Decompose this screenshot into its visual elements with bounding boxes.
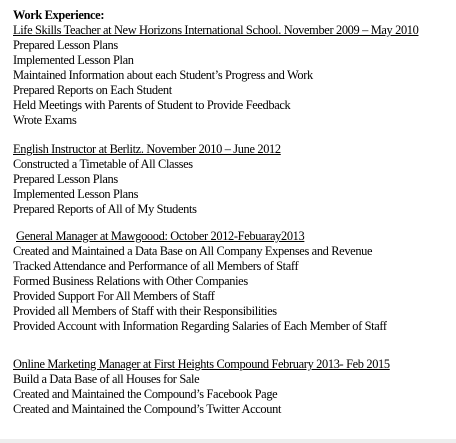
duty-item: Provided all Members of Staff with their Responsibilities [13, 304, 277, 318]
job-entry-4 [13, 357, 453, 417]
duty-item: Maintained Information about each Student’s Progress and Work [13, 68, 313, 82]
duty-item: Created and Maintained the Compound’s Twitter Account [13, 402, 282, 416]
duty-item: Provided Account with Information Regarding Salaries of Each Member of Staff [13, 319, 387, 333]
duty-item: Implemented Lesson Plans [13, 187, 139, 201]
resume-document [13, 8, 453, 417]
job-entry-2 [13, 142, 453, 217]
duty-item: Tracked Attendance and Performance of all Members of Staff [13, 259, 299, 273]
duty-item: Created and Maintained a Data Base on All Company Expenses and Revenue [13, 244, 373, 258]
duty-item: Provided Support For All Members of Staff [13, 289, 215, 303]
duty-item: Prepared Lesson Plans [13, 172, 118, 186]
duty-item: Constructed a Timetable of All Classes [13, 157, 193, 171]
duty-item: Created and Maintained the Compound’s Facebook Page [13, 387, 278, 401]
job-title: Life Skills Teacher at New Horizons International School. November 2009 – May 2010 [13, 23, 419, 37]
job-entry-3 [13, 229, 453, 334]
page-bottom-edge [0, 439, 456, 443]
duty-item: Formed Business Relations with Other Companies [13, 274, 248, 288]
job-title: Online Marketing Manager at First Heights Compound February 2013- Feb 2015 [13, 357, 390, 371]
duty-item: Wrote Exams [13, 113, 77, 127]
duty-item: Held Meetings with Parents of Student to Provide Feedback [13, 98, 291, 112]
duty-item: Prepared Lesson Plans [13, 38, 118, 52]
job-entry-1 [13, 23, 453, 128]
job-title: English Instructor at Berlitz. November 2010 – June 2012 [13, 142, 281, 156]
duty-item: Prepared Reports of All of My Students [13, 202, 197, 216]
duty-item: Implemented Lesson Plan [13, 53, 134, 67]
section-heading: Work Experience: [13, 8, 105, 22]
duty-item: Build a Data Base of all Houses for Sale [13, 372, 200, 386]
duty-item: Prepared Reports on Each Student [13, 83, 172, 97]
job-title: General Manager at Mawgoood: October 2012-Febuaray2013 [16, 229, 305, 243]
